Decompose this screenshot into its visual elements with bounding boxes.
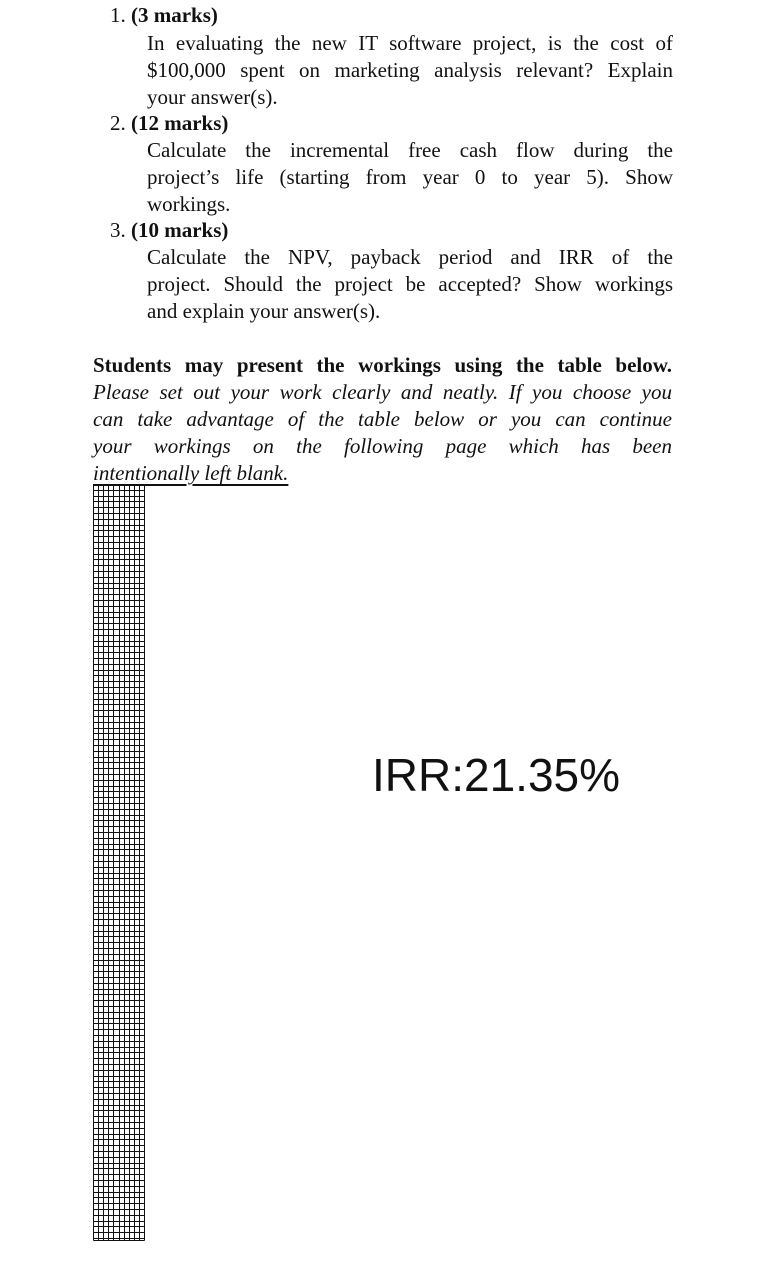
question-3-number: 3. <box>110 218 126 242</box>
instructions-note <box>93 352 672 487</box>
grid-lines <box>94 485 145 1241</box>
question-2-heading <box>110 110 228 136</box>
question-1-line: $100,000 spent on marketing analysis relevant? Explain <box>147 57 673 82</box>
question-2-line: project’s life (starting from year 0 to year 5). Show <box>147 164 673 189</box>
question-3-heading <box>110 217 228 243</box>
question-2-number: 2. <box>110 111 126 135</box>
question-3-line: and explain your answer(s). <box>147 298 381 323</box>
question-1-line: your answer(s). <box>147 84 278 109</box>
question-1-text <box>147 30 673 110</box>
question-1-line: In evaluating the new IT software project, is the cost of <box>147 31 673 55</box>
instructions-line: your workings on the following page which has been <box>93 434 672 458</box>
instructions-line: can take advantage of the table below or you can continue <box>93 407 672 431</box>
question-1-heading <box>110 2 218 28</box>
question-3-text <box>147 244 673 324</box>
question-3-line: project. Should the project be accepted? Show workings <box>147 271 673 296</box>
question-2-text <box>147 137 673 217</box>
question-1-marks: (3 marks) <box>131 3 218 27</box>
irr-answer-text: IRR:21.35% <box>372 749 621 801</box>
question-2-marks: (12 marks) <box>131 111 229 135</box>
question-2-line: Calculate the incremental free cash flow during the <box>147 138 673 162</box>
instructions-line: intentionally left blank. <box>93 461 289 485</box>
question-3-line: Calculate the NPV, payback period and IRR of the <box>147 245 673 269</box>
instructions-heading: Students may present the workings using the table below. <box>93 353 672 377</box>
question-3-marks: (10 marks) <box>131 218 229 242</box>
workings-table-grid <box>93 484 145 1242</box>
question-2-line: workings. <box>147 191 231 216</box>
instructions-line: Please set out your work clearly and neatly. If you choose you <box>93 380 672 404</box>
question-1-number: 1. <box>110 3 126 27</box>
